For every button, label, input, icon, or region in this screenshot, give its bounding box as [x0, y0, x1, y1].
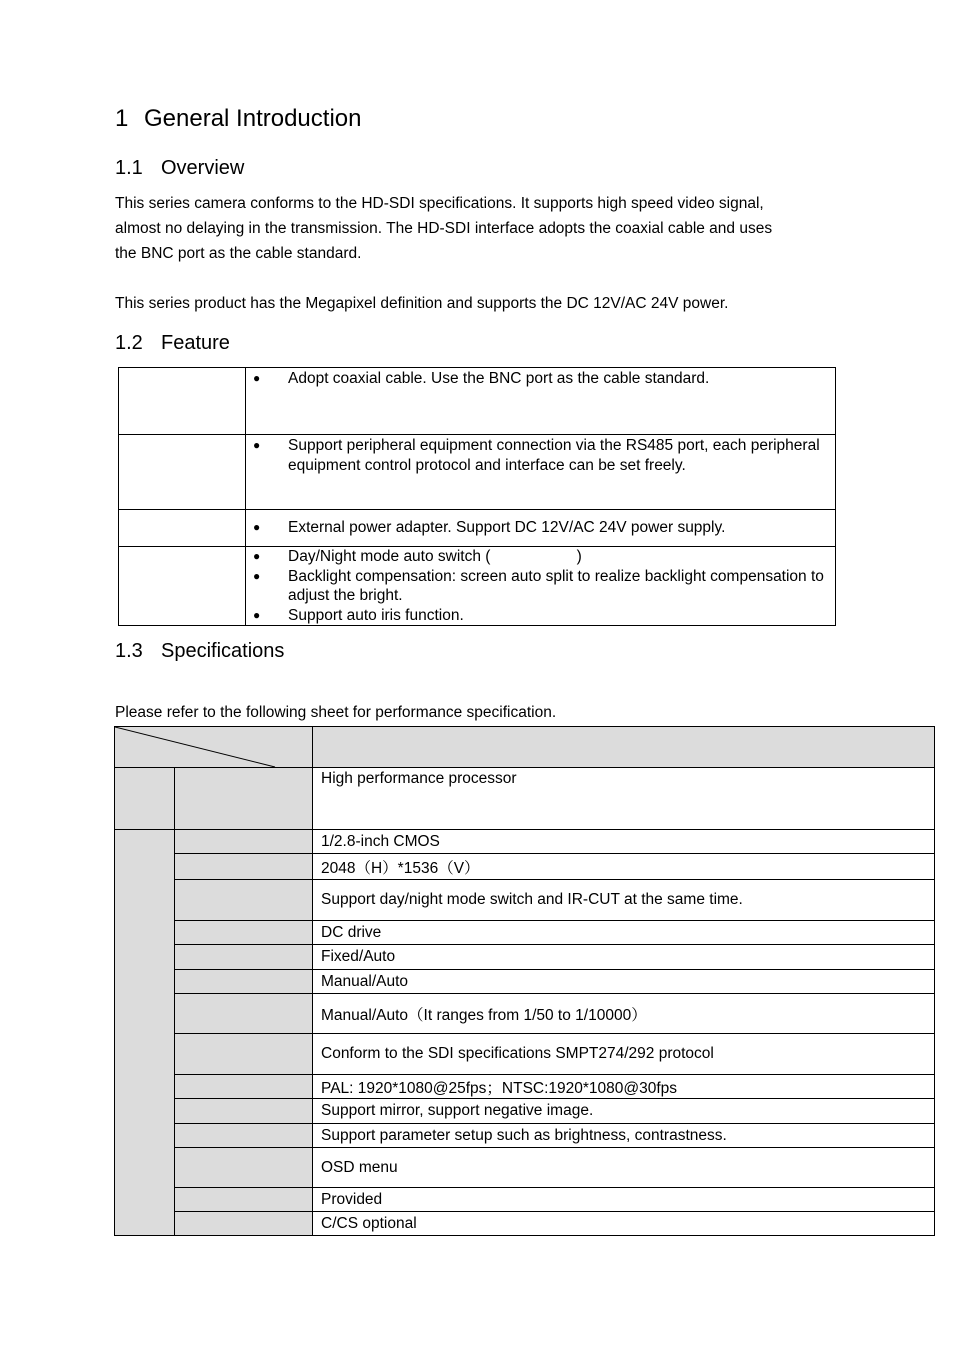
feature-content-cell [246, 510, 836, 547]
spec-category-cell [115, 768, 175, 830]
spec-value: Provided [313, 1188, 935, 1212]
spec-param-cell [175, 994, 313, 1034]
section-title: General Introduction [144, 105, 362, 132]
feature-list [246, 547, 835, 625]
bullet-icon: ● [253, 607, 261, 622]
spec-row [115, 1099, 935, 1124]
spec-value: Support parameter setup such as brightness, contrastness. [313, 1124, 935, 1148]
spec-header-row [115, 727, 935, 768]
feature-item [246, 518, 827, 538]
spec-row [115, 1188, 935, 1212]
spec-row [115, 1148, 935, 1188]
bullet-icon: ● [253, 371, 261, 385]
spec-param-cell [175, 1124, 313, 1148]
diagonal-line [115, 727, 313, 768]
spec-value-processor: High performance processor [313, 768, 935, 830]
feature-item-text: Support peripheral equipment connection via the RS485 port, each peripheral equipment control protocol and interface can be set freely. [288, 437, 820, 474]
feature-list [246, 436, 835, 475]
feature-content-cell [246, 547, 836, 626]
feature-row [119, 547, 836, 626]
spec-param-cell [175, 945, 313, 970]
spec-value: 1/2.8-inch CMOS [313, 830, 935, 854]
spec-value: Support mirror, support negative image. [313, 1099, 935, 1124]
bullet-icon: ● [253, 520, 261, 535]
specs-number: 1.3 [115, 640, 143, 662]
spec-row [115, 830, 935, 854]
spec-param-cell [175, 1212, 313, 1236]
overview-heading [115, 157, 244, 180]
feature-content-cell [246, 368, 836, 435]
spec-value: Manual/Auto（It ranges from 1/50 to 1/10000） [313, 994, 935, 1034]
feature-item-text: External power adapter. Support DC 12V/AC 24V power supply. [288, 519, 726, 537]
bullet-icon: ● [253, 549, 261, 563]
feature-item [246, 567, 827, 606]
spec-row [115, 1124, 935, 1148]
spec-param-cell [175, 768, 313, 830]
section-number: 1 [115, 105, 129, 132]
feature-item [246, 606, 827, 626]
feature-item [246, 436, 827, 475]
spec-value: C/CS optional [313, 1212, 935, 1236]
feature-heading [115, 332, 230, 355]
specs-title: Specifications [161, 640, 285, 662]
spec-param-cell [175, 1148, 313, 1188]
spec-row [115, 854, 935, 880]
feature-list [246, 369, 835, 389]
feature-label-cell [119, 368, 246, 435]
spec-row [115, 1212, 935, 1236]
spec-row [115, 880, 935, 921]
spec-value: Fixed/Auto [313, 945, 935, 970]
spec-row [115, 768, 935, 830]
feature-item-text: Support auto iris function. [288, 606, 464, 624]
spec-value: OSD menu [313, 1148, 935, 1188]
overview-number: 1.1 [115, 157, 143, 179]
spec-param-cell [175, 1075, 313, 1099]
overview-line: the BNC port as the cable standard. [115, 245, 362, 262]
feature-label-cell [119, 547, 246, 626]
spec-param-cell [175, 880, 313, 921]
spec-value: PAL: 1920*1080@25fps；NTSC:1920*1080@30fps [313, 1075, 935, 1099]
spec-value: Support day/night mode switch and IR-CUT at the same time. [313, 880, 935, 921]
feature-row [119, 510, 836, 547]
feature-list [246, 518, 835, 538]
overview-paragraph-2: This series product has the Megapixel definition and supports the DC 12V/AC 24V power. [115, 295, 729, 312]
spec-header-cell [313, 727, 935, 768]
spec-row [115, 1034, 935, 1075]
overview-line: almost no delaying in the transmission. The HD-SDI interface adopts the coaxial cable and uses [115, 220, 773, 237]
spec-value: DC drive [313, 921, 935, 945]
feature-item-text: Day/Night mode auto switch ( ) [288, 548, 582, 565]
feature-row [119, 435, 836, 510]
overview-title: Overview [161, 157, 245, 179]
feature-item-text: Backlight compensation: screen auto split to realize backlight compensation to adjust the bright. [288, 567, 824, 604]
feature-label-cell [119, 510, 246, 547]
spec-row [115, 970, 935, 994]
spec-row [115, 1075, 935, 1099]
feature-row [119, 368, 836, 435]
spec-category-cell [115, 830, 175, 1236]
feature-number: 1.2 [115, 332, 143, 354]
overview-paragraph-1 [115, 191, 875, 266]
section-heading [115, 105, 361, 133]
spec-param-cell [175, 921, 313, 945]
specs-heading [115, 640, 284, 663]
spec-param-cell [175, 830, 313, 854]
feature-title: Feature [161, 332, 230, 354]
spec-param-cell [175, 1188, 313, 1212]
bullet-icon: ● [253, 438, 261, 452]
spec-table [114, 726, 935, 1236]
spec-row [115, 921, 935, 945]
spec-param-cell [175, 970, 313, 994]
spec-value: Manual/Auto [313, 970, 935, 994]
feature-item [246, 369, 827, 389]
feature-item-text: Adopt coaxial cable. Use the BNC port as the cable standard. [288, 370, 710, 387]
overview-line: This series camera conforms to the HD-SDI specifications. It supports high speed video signal, [115, 195, 764, 212]
spec-param-cell [175, 854, 313, 880]
spec-param-cell [175, 1099, 313, 1124]
spec-value: Conform to the SDI specifications SMPT274/292 protocol [313, 1034, 935, 1075]
spec-row [115, 945, 935, 970]
feature-content-cell [246, 435, 836, 510]
feature-item [246, 547, 827, 567]
feature-table [118, 367, 836, 626]
bullet-icon: ● [253, 568, 261, 583]
spec-param-cell [175, 1034, 313, 1075]
spec-value: 2048（H）*1536（V） [313, 854, 935, 880]
specs-intro: Please refer to the following sheet for performance specification. [115, 704, 557, 721]
spec-row [115, 994, 935, 1034]
spec-header-corner [115, 727, 313, 768]
feature-label-cell [119, 435, 246, 510]
